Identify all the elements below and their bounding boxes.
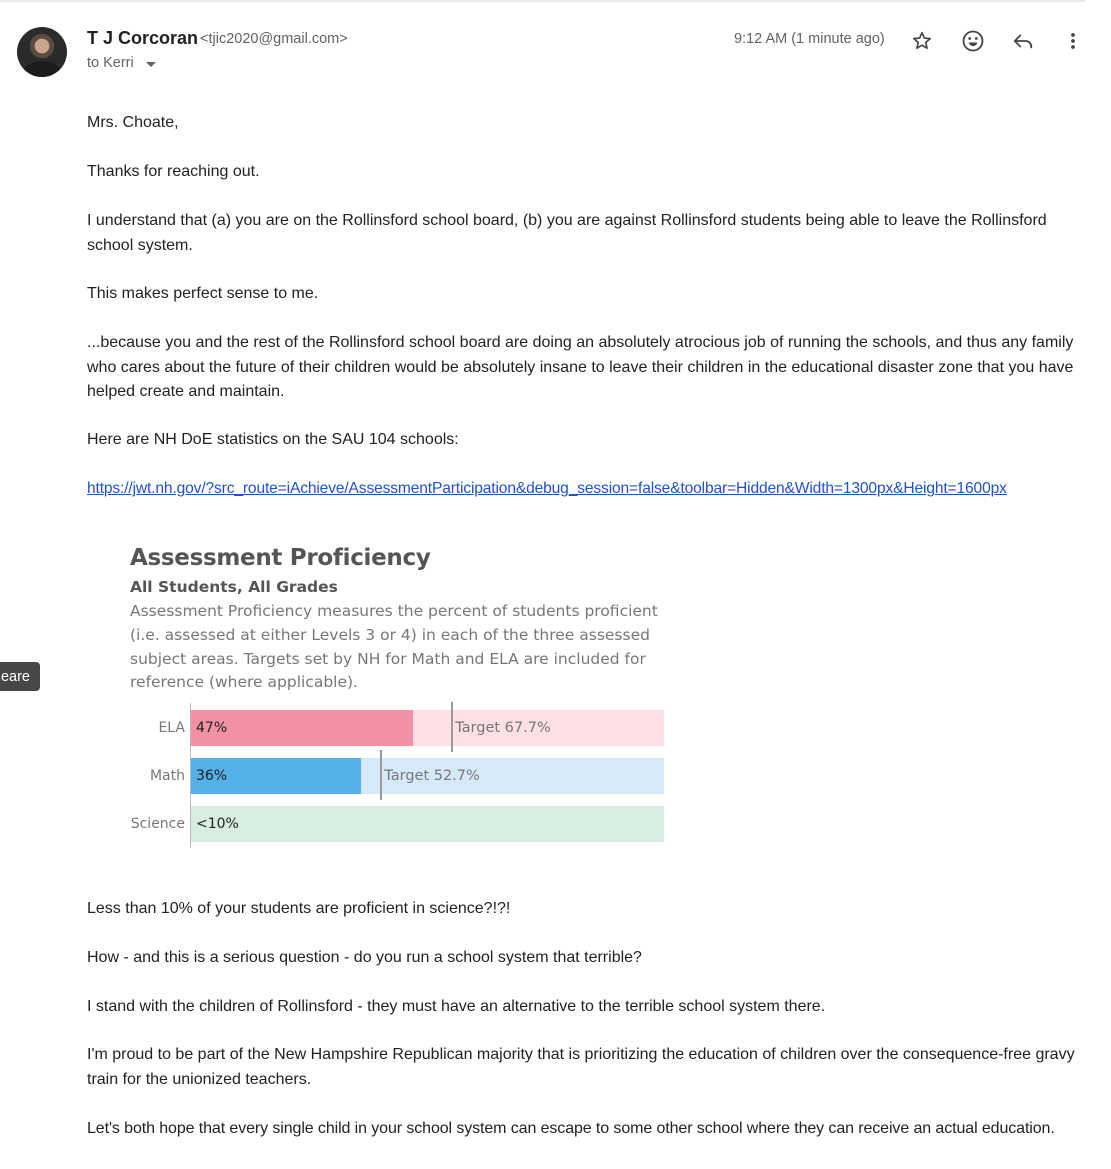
doe-stats-link[interactable]: https://jwt.nh.gov/?src_route=iAchieve/AssessmentParticipation&debug_session=false&toolbar=Hidden&Width=1300px&Height=1600px bbox=[87, 480, 1007, 497]
more-vert-icon bbox=[1061, 29, 1085, 53]
paragraph: I'm proud to be part of the New Hampshire Republican majority that is prioritizing the education of children over the consequence-free gravy train for the unionized teachers. bbox=[87, 1046, 1075, 1088]
emoji-reaction-button[interactable] bbox=[959, 27, 987, 55]
paragraph: Less than 10% of your students are proficient in science?!?! bbox=[87, 900, 511, 917]
paragraph: I stand with the children of Rollinsford - they must have an alternative to the terrible school system there. bbox=[87, 998, 826, 1015]
more-options-button[interactable] bbox=[1059, 27, 1087, 55]
category-label: Science bbox=[130, 816, 185, 832]
chart-subtitle: All Students, All Grades bbox=[130, 578, 338, 596]
bar-value-label: 47% bbox=[196, 720, 228, 736]
star-icon bbox=[911, 30, 933, 52]
chart-description: Assessment Proficiency measures the percent of students proficient (i.e. assessed at either Levels 3 or 4) in each of the three assessed subject areas. Targets set by NH for Math and ELA are included for reference (where applicable). bbox=[130, 602, 658, 692]
timestamp: 9:12 AM (1 minute ago) bbox=[734, 31, 885, 47]
paragraph: Here are NH DoE statistics on the SAU 104 schools: bbox=[87, 431, 459, 448]
sender-email: <tjic2020@gmail.com> bbox=[200, 31, 348, 47]
greeting: Mrs. Choate, bbox=[87, 114, 179, 131]
paragraph: ...because you and the rest of the Rollinsford school board are doing an absolutely atrocious job of running the schools, and thus any family who cares about the future of their children would be absolutely insane to leave their children in the educational disaster zone that you have helped create and maintain. bbox=[87, 334, 1074, 400]
chevron-down-icon[interactable] bbox=[146, 62, 156, 67]
side-tooltip: eare bbox=[0, 662, 40, 691]
bar-value-label: 36% bbox=[196, 768, 228, 784]
chart-title: Assessment Proficiency bbox=[130, 545, 431, 571]
paragraph: Thanks for reaching out. bbox=[87, 163, 260, 180]
recipient-label: to Kerri bbox=[87, 55, 134, 71]
emoji-icon bbox=[961, 29, 985, 53]
sender-name: T J Corcoran bbox=[87, 28, 199, 48]
target-label: Target 52.7% bbox=[384, 768, 480, 784]
reply-icon bbox=[1012, 30, 1034, 52]
bar-value-label: <10% bbox=[196, 816, 239, 832]
paragraph: How - and this is a serious question - do you run a school system that terrible? bbox=[87, 949, 642, 966]
category-label: ELA bbox=[158, 720, 185, 736]
paragraph: Let's both hope that every single child in your school system can escape to some other school where they can receive an actual education. bbox=[87, 1120, 1055, 1137]
reply-button[interactable] bbox=[1009, 27, 1037, 55]
bar-background bbox=[191, 806, 664, 842]
star-button[interactable] bbox=[908, 27, 936, 55]
top-divider bbox=[0, 0, 1085, 2]
paragraph: I understand that (a) you are on the Rollinsford school board, (b) you are against Rollinsford students being able to leave the Rollinsford school system. bbox=[87, 212, 1047, 254]
assessment-proficiency-chart bbox=[130, 543, 690, 873]
paragraph: This makes perfect sense to me. bbox=[87, 285, 319, 302]
recipient-line bbox=[87, 55, 156, 71]
category-label: Math bbox=[149, 768, 185, 784]
target-label: Target 67.7% bbox=[455, 720, 551, 736]
avatar[interactable] bbox=[17, 27, 67, 77]
